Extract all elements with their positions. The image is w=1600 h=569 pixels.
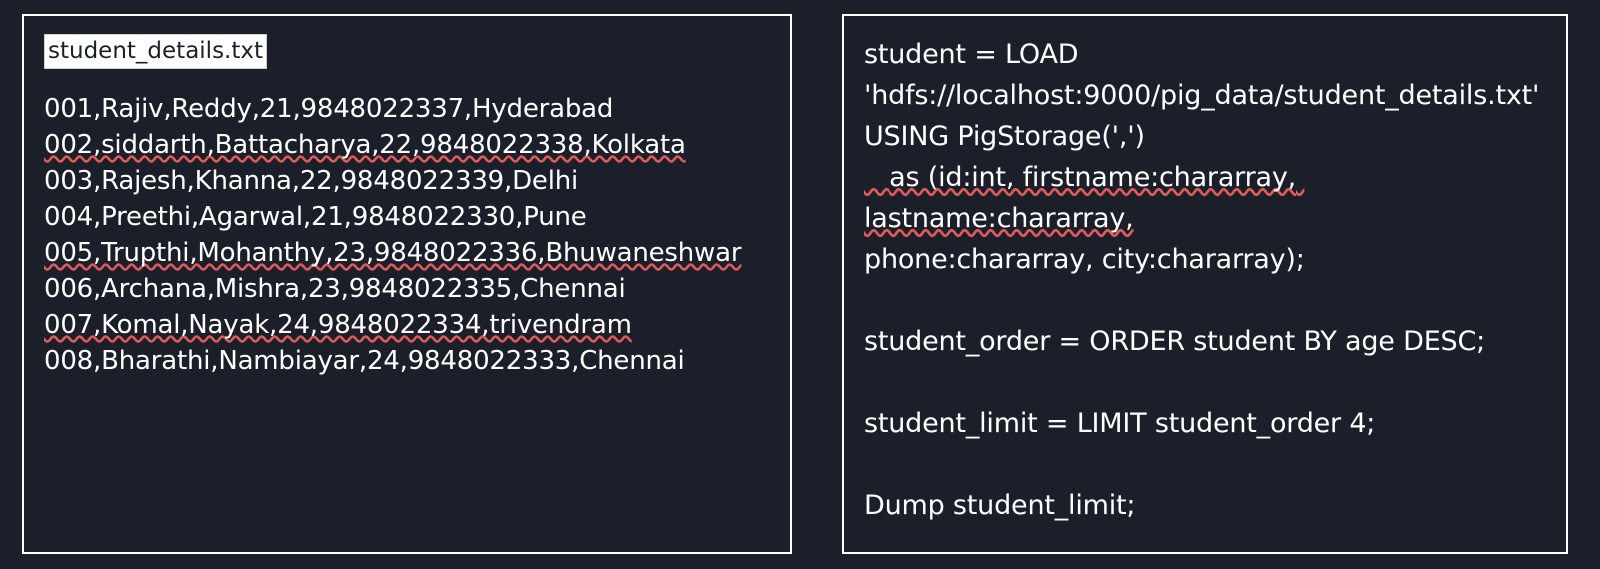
- code-line: student = LOAD: [864, 39, 1079, 70]
- code-blank-line: [864, 444, 1546, 485]
- data-row: 002,siddarth,Battacharya,22,9848022338,Kolkata: [44, 130, 686, 160]
- data-file-panel: [22, 14, 792, 554]
- data-row: 007,Komal,Nayak,24,9848022334,trivendram: [44, 310, 632, 340]
- data-row: 003,Rajesh,Khanna,22,9848022339,Delhi: [44, 166, 579, 196]
- file-name-label: student_details.txt: [44, 34, 267, 69]
- data-rows-list: [44, 91, 770, 379]
- data-row: 005,Trupthi,Mohanthy,23,9848022336,Bhuwaneshwar: [44, 238, 742, 268]
- code-line: 'hdfs://localhost:9000/pig_data/student_details.txt': [864, 80, 1540, 111]
- code-line: as (id:int, firstname:chararray, lastname:chararray,: [864, 162, 1305, 234]
- code-line: phone:chararray, city:chararray);: [864, 244, 1305, 275]
- code-line: Dump student_limit;: [864, 490, 1136, 521]
- data-row: 001,Rajiv,Reddy,21,9848022337,Hyderabad: [44, 94, 614, 124]
- pig-script-panel: [842, 14, 1568, 554]
- data-row: 006,Archana,Mishra,23,9848022335,Chennai: [44, 274, 626, 304]
- code-line: USING PigStorage(','): [864, 121, 1145, 152]
- code-blank-line: [864, 280, 1546, 321]
- code-block: [864, 34, 1546, 526]
- data-row: 008,Bharathi,Nambiayar,24,9848022333,Chennai: [44, 346, 685, 376]
- code-line: student_limit = LIMIT student_order 4;: [864, 408, 1376, 439]
- code-line: student_order = ORDER student BY age DESC;: [864, 326, 1486, 357]
- code-blank-line: [864, 362, 1546, 403]
- data-row: 004,Preethi,Agarwal,21,9848022330,Pune: [44, 202, 587, 232]
